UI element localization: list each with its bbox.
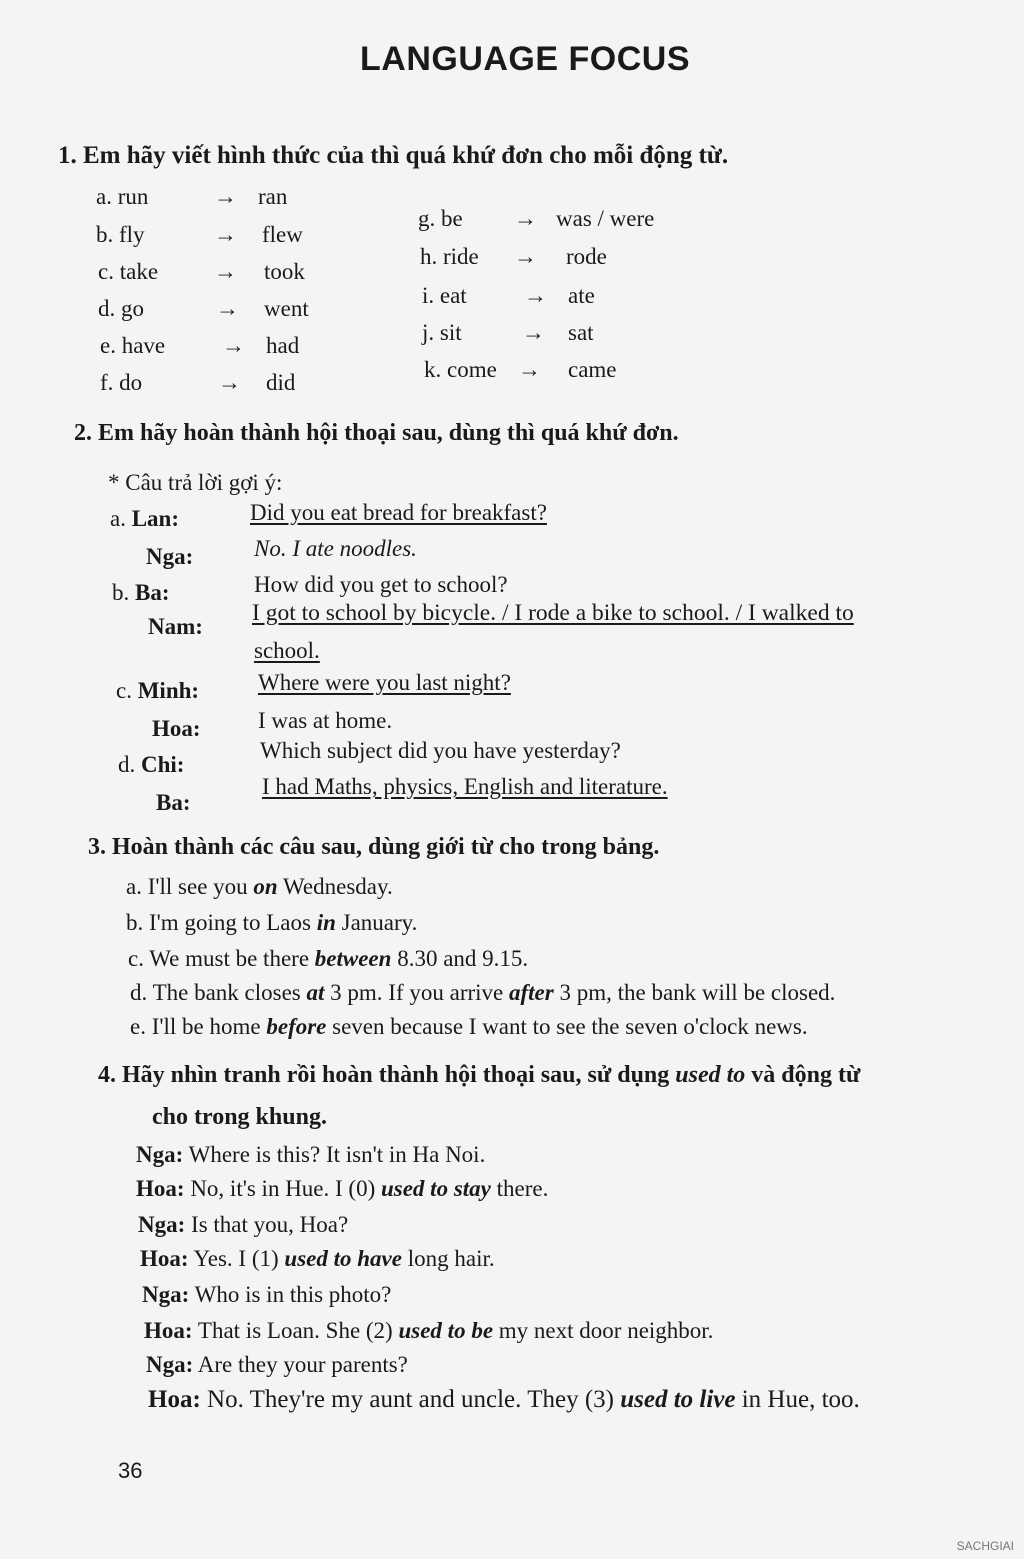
ex2-heading: 2. Em hãy hoàn thành hội thoại sau, dùng thì quá khứ đơn. — [74, 420, 679, 446]
ex4-heading-cont: cho trong khung. — [152, 1104, 327, 1130]
dialogue-line: Nga: Who is in this photo? — [142, 1282, 392, 1307]
sentence: a. I'll see you on Wednesday. — [126, 874, 393, 899]
textbook-page: LANGUAGE FOCUS 1. Em hãy viết hình thức của thì quá khứ đơn cho mỗi động từ. a. run → ran b. fly → flew c. take → took d. go → went e. have → had f. do → did g. be → was / were h. ride → rode i. eat → ate j. sit → sat k. come → came 2. Em hãy hoàn thành hội thoại sau, dùng thì quá khứ đơn. * Câu trả lời gợi ý: a. Lan: Did you eat bread for breakfast? Nga: No. I ate noodles. b. Ba: How did you get to school? Nam: I got to school by bicycle. / I rode a bike to school. / I walked to school. c. Minh: Where were you last night? Hoa: I was at home. d. Chi: Which subject did you have yesterday? Ba: I had Maths, physics, English and literature. 3. Hoàn thành các câu sau, dùng giới từ cho trong bảng. a. I'll see you on Wednesday. b. I'm going to Laos in January. c. We must be there between 8.30 and 9.15. d. The bank closes at 3 pm. If you arrive after 3 pm, the bank will be closed. e. I'll be home before seven because I want to see the seven o'clock news. 4. Hãy nhìn tranh rồi hoàn thành hội thoại sau, sử dụng used to và động từ cho trong khung. Nga: Where is this? It isn't in Ha Noi. Hoa: No, it's in Hue. I (0) used to stay there. Nga: Is that you, Hoa? Hoa: Yes. I (1) used to have long hair. Nga: Who is in this photo? Hoa: That is Loan. She (2) used to be my next door neighbor. Nga: Are they your parents? Hoa: No. They're my aunt and uncle. They (3) used to live in Hue, too. 36 SACHGIAI — [58, 40, 1014, 1553]
verb-item: h. ride → rode — [420, 244, 607, 269]
given-line: How did you get to school? — [254, 572, 508, 597]
verb-item: a. run → ran — [96, 184, 288, 209]
answer-line: I had Maths, physics, English and literature. — [262, 774, 668, 799]
dialogue-line: Hoa: That is Loan. She (2) used to be my next door neighbor. — [144, 1318, 714, 1343]
sentence: e. I'll be home before seven because I want to see the seven o'clock news. — [130, 1014, 808, 1039]
dialogue-line: Hoa: No. They're my aunt and uncle. They (3) used to live in Hue, too. — [148, 1386, 860, 1413]
ex3-heading: 3. Hoàn thành các câu sau, dùng giới từ cho trong bảng. — [88, 834, 660, 860]
verb-item: d. go → went — [98, 296, 309, 321]
page-number: 36 — [118, 1458, 143, 1483]
answer-line: Where were you last night? — [258, 670, 511, 695]
given-line: No. I ate noodles. — [254, 536, 417, 561]
answer-line: Did you eat bread for breakfast? — [250, 500, 547, 525]
ex4-heading: 4. Hãy nhìn tranh rồi hoàn thành hội thoại sau, sử dụng used to và động từ — [98, 1062, 861, 1088]
sentence: b. I'm going to Laos in January. — [126, 910, 418, 935]
verb-item: b. fly → flew — [96, 222, 303, 247]
verb-item: c. take → took — [98, 259, 305, 284]
given-line: I was at home. — [258, 708, 393, 733]
answer-line: school. — [254, 638, 320, 663]
ex2-hint: * Câu trả lời gợi ý: — [108, 470, 283, 495]
answer-line: I got to school by bicycle. / I rode a bike to school. / I walked to — [252, 600, 854, 626]
given-line: Which subject did you have yesterday? — [260, 738, 621, 763]
verb-item: k. come → came — [424, 357, 617, 382]
verb-item: g. be → was / were — [418, 206, 655, 231]
publisher-logo: SACHGIAI — [956, 1539, 1014, 1553]
dialogue-line: Hoa: Yes. I (1) used to have long hair. — [140, 1246, 495, 1271]
dialogue-line: Nga: Are they your parents? — [146, 1352, 408, 1377]
verb-item: i. eat → ate — [422, 283, 595, 308]
ex1-heading: 1. Em hãy viết hình thức của thì quá khứ đơn cho mỗi động từ. — [58, 142, 729, 169]
verb-item: f. do → did — [100, 370, 296, 395]
dialogue-line: Nga: Is that you, Hoa? — [138, 1212, 349, 1237]
sentence: c. We must be there between 8.30 and 9.15. — [128, 946, 529, 971]
dialogue-line: Hoa: No, it's in Hue. I (0) used to stay there. — [136, 1176, 549, 1201]
verb-item: e. have → had — [100, 333, 300, 358]
dialogue-line: Nga: Where is this? It isn't in Ha Noi. — [136, 1142, 486, 1167]
page-title: LANGUAGE FOCUS — [360, 40, 690, 78]
verb-item: j. sit → sat — [422, 320, 594, 345]
sentence: d. The bank closes at 3 pm. If you arrive after 3 pm, the bank will be closed. — [130, 980, 836, 1005]
